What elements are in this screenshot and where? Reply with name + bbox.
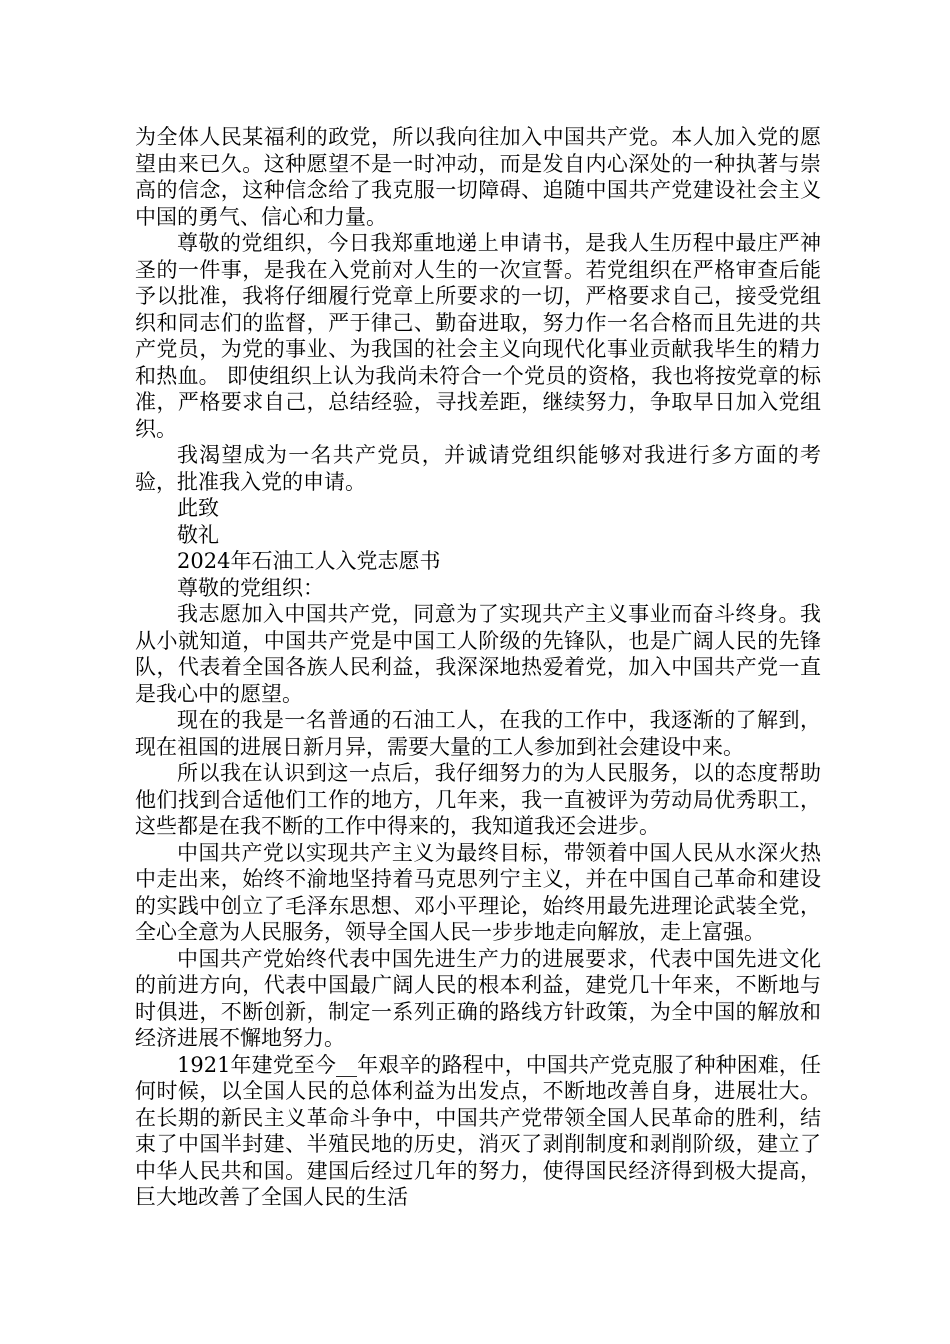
paragraph-8: 我志愿加入中国共产党，同意为了实现共产主义事业而奋斗终身。我从小就知道，中国共产党是中国工人阶级的先锋队，也是广阔人民的先锋队，代表着全国各族人民利益，我深深地热爱着党，加入中国共产党一直是我心中的愿望。 [135,602,821,706]
paragraph-10: 所以我在认识到这一点后，我仔细努力的为人民服务，以的态度帮助他们找到合适他们工作的地方，几年来，我一直被评为劳动局优秀职工，这些都是在我不断的工作中得来的，我知道我还会进步。 [135,761,821,838]
paragraph-1: 为全体人民某福利的政党，所以我向往加入中国共产党。本人加入党的愿望由来已久。这种愿望不是一时冲动，而是发自内心深处的一种执著与崇高的信念，这种信念给了我克服一切障碍、追随中国共产党建设社会主义中国的勇气、信心和力量。 [135,125,821,229]
paragraph-12: 中国共产党始终代表中国先进生产力的进展要求，代表中国先进文化的前进方向，代表中国最广阔人民的根本利益，建党几十年来，不断地与时俱进，不断创新，制定一系列正确的路线方针政策，为全中国的解放和经济进展不懈地努力。 [135,946,821,1050]
section-title: 2024年石油工人入党志愿书 [177,549,441,573]
closing-regards: 敬礼 [177,522,219,547]
paragraph-11: 中国共产党以实现共产主义为最终目标，带领着中国人民从水深火热中走出来，始终不渝地坚持着马克思列宁主义，并在中国自己革命和建设的实践中创立了毛泽东思想、邓小平理论，始终用最先进理论武装全党，全心全意为人民服务，领导全国人民一步步地走向解放，走上富强。 [135,840,821,944]
closing-salutation: 此致 [177,496,219,520]
paragraph-13: 1921年建党至今__年艰辛的路程中，中国共产党克服了种种困难，任何时候，以全国人民的总体利益为出发点，不断地改善自身，进展壮大。在长期的新民主义革命斗争中，中国共产党带领全国人民革命的胜利，结束了中国半封建、半殖民地的历史，消灭了剥削制度和剥削阶级，建立了中华人民共和国。建国后经过几年的努力，使得国民经济得到极大提高，巨大地改善了全国人民的生活 [135,1052,821,1209]
paragraph-3: 我渴望成为一名共产党员，并诚请党组织能够对我进行多方面的考验，批准我入党的申请。 [135,443,821,494]
paragraph-2: 尊敬的党组织，今日我郑重地递上申请书，是我人生历程中最庄严神圣的一件事，是我在入党前对人生的一次宣誓。若党组织在严格审查后能予以批准，我将仔细履行党章上所要求的一切，严格要求自己，接受党组织和同志们的监督，严于律己、勤奋进取，努力作一名合格而且先进的共产党员，为党的事业、为我国的社会主义向现代化事业贡献我毕生的精力和热血。 即使组织上认为我尚未符合一个党员的资格，我也将按党章的标准，严格要求自己，总结经验，寻找差距，继续努力，争取早日加入党组织。 [135,231,821,441]
paragraph-9: 现在的我是一名普通的石油工人，在我的工作中，我逐渐的了解到，现在祖国的进展日新月异，需要大量的工人参加到社会建设中来。 [135,708,821,759]
greeting: 尊敬的党组织： [177,575,324,600]
document-page [135,124,821,1211]
